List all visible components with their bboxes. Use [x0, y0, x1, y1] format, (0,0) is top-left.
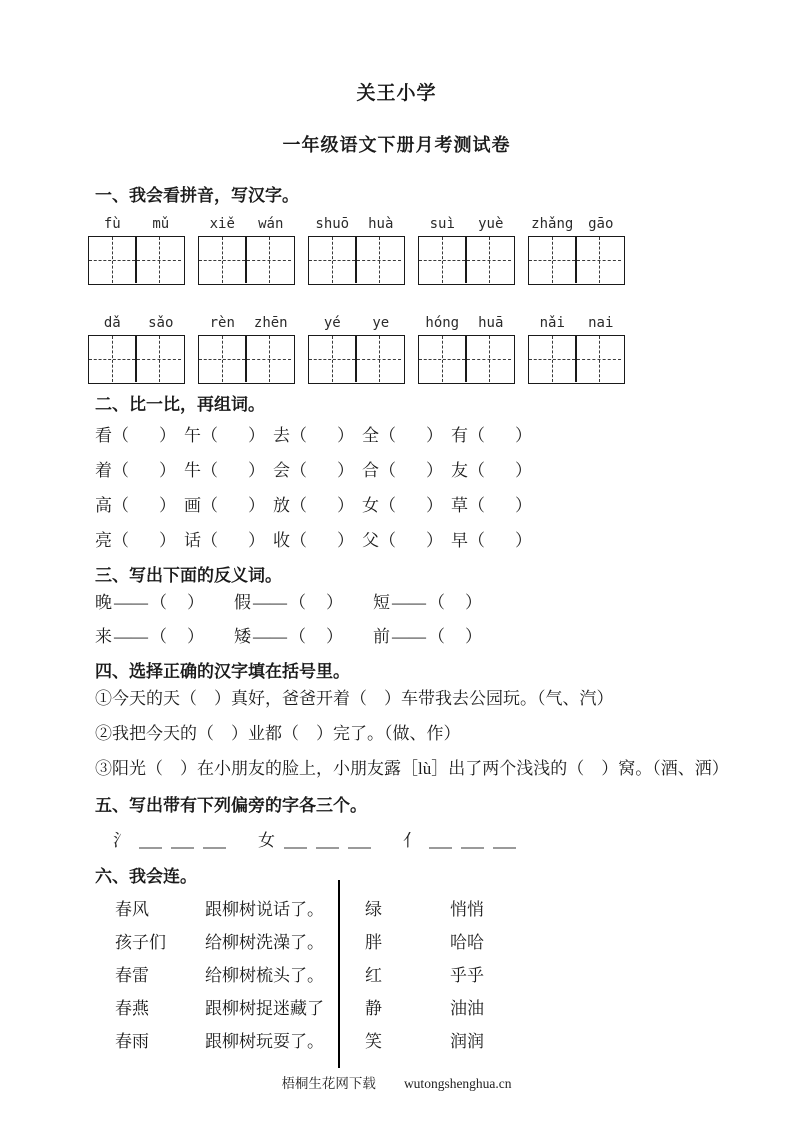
writing-grid-cell[interactable] — [135, 237, 181, 283]
writing-grid-cell[interactable] — [309, 336, 355, 382]
word-pair-item — [362, 421, 443, 446]
pinyin-syllable: suì — [429, 216, 455, 232]
writing-grid-pair — [198, 335, 295, 384]
close-paren: ） — [426, 461, 443, 480]
section6-heading: 六、我会连。 — [95, 867, 197, 886]
antonym-row — [95, 622, 793, 647]
pinyin-box-group — [308, 315, 405, 384]
close-paren: ） — [326, 593, 343, 612]
close-paren: ） — [326, 627, 343, 646]
answer-blank[interactable] — [307, 440, 337, 441]
close-paren: ） — [515, 426, 532, 445]
matching-row — [365, 990, 484, 1023]
radical-answer-blank[interactable] — [203, 846, 226, 849]
radical-group — [113, 830, 226, 852]
pinyin-labels — [418, 216, 515, 236]
answer-blank[interactable] — [167, 607, 187, 608]
close-paren: ） — [426, 531, 443, 550]
given-character: 收 — [273, 531, 290, 550]
close-paren: ） — [159, 461, 176, 480]
match-suffix[interactable]: 乎乎 — [450, 966, 484, 985]
pinyin-box-group — [88, 216, 185, 285]
matching-row — [365, 924, 484, 957]
pinyin-labels — [198, 216, 295, 236]
answer-blank[interactable] — [396, 545, 426, 546]
matching-divider-line — [338, 880, 340, 1068]
writing-grid-cell[interactable] — [575, 336, 621, 382]
radical-answer-blank[interactable] — [316, 846, 339, 849]
given-character: 前 — [373, 627, 390, 646]
pinyin-syllable: dǎ — [103, 315, 121, 331]
answer-blank[interactable] — [396, 440, 426, 441]
pinyin-box-group — [528, 216, 625, 285]
open-paren: （ — [468, 461, 485, 480]
writing-grid-cell[interactable] — [199, 237, 245, 283]
page-footer — [0, 1072, 793, 1092]
given-character: 着 — [95, 461, 112, 480]
pinyin-box-group — [198, 315, 295, 384]
open-paren: （ — [201, 461, 218, 480]
writing-grid-cell[interactable] — [419, 336, 465, 382]
writing-grid-cell[interactable] — [309, 237, 355, 283]
given-character: 话 — [184, 531, 201, 550]
writing-grid-cell[interactable] — [89, 336, 135, 382]
section3-heading: 三、写出下面的反义词。 — [95, 566, 282, 585]
match-suffix[interactable]: 悄悄 — [450, 900, 484, 919]
writing-grid-cell[interactable] — [245, 336, 291, 382]
match-phrase[interactable]: 跟柳树说话了。 — [205, 900, 324, 919]
matching-row — [115, 1023, 338, 1056]
close-paren: ） — [337, 461, 354, 480]
word-pair-item — [273, 526, 354, 551]
writing-grid-cell[interactable] — [355, 336, 401, 382]
dash: —— — [114, 593, 148, 612]
matching-row — [365, 1023, 484, 1056]
pinyin-syllable: fù — [103, 216, 121, 232]
given-character: 午 — [184, 426, 201, 445]
matching-row — [115, 924, 338, 957]
radical-row — [113, 828, 793, 852]
word-pair-item — [184, 456, 265, 481]
pinyin-syllable: gāo — [588, 216, 614, 232]
word-pair-item — [95, 456, 176, 481]
given-character: 早 — [451, 531, 468, 550]
close-paren: ） — [159, 531, 176, 550]
given-character: 矮 — [234, 627, 251, 646]
section5-heading: 五、写出带有下列偏旁的字各三个。 — [95, 796, 367, 815]
close-paren: ） — [426, 496, 443, 515]
given-character: 女 — [362, 496, 379, 515]
answer-blank[interactable] — [129, 440, 159, 441]
matching-row — [115, 891, 338, 924]
close-paren: ） — [159, 496, 176, 515]
close-paren: ） — [337, 426, 354, 445]
match-character[interactable]: 红 — [365, 966, 382, 985]
given-character: 父 — [362, 531, 379, 550]
answer-blank[interactable] — [218, 510, 248, 511]
match-character[interactable]: 笑 — [365, 1032, 382, 1051]
open-paren: （ — [112, 531, 129, 550]
footer-site-name: 梧桐生花网下载 — [281, 1076, 376, 1091]
answer-blank[interactable] — [485, 475, 515, 476]
word-pair-item — [95, 491, 176, 516]
pinyin-box-group — [198, 216, 295, 285]
given-character: 去 — [273, 426, 290, 445]
pinyin-labels — [308, 315, 405, 335]
sentence-item: ③阳光（ ）在小朋友的脸上，小朋友露［lù］出了两个浅浅的（ ）窝。（酒、洒） — [95, 759, 729, 778]
match-subject[interactable]: 孩子们 — [115, 933, 166, 952]
given-character: 会 — [273, 461, 290, 480]
school-name: 关王小学 — [356, 83, 437, 104]
pinyin-row-1 — [88, 216, 793, 285]
pinyin-syllable: nai — [588, 315, 614, 331]
match-subject[interactable]: 春雨 — [115, 1032, 149, 1051]
pinyin-syllable: zhēn — [253, 315, 288, 331]
writing-grid-cell[interactable] — [245, 237, 291, 283]
pinyin-syllable: hóng — [425, 315, 460, 331]
paper-title: 一年级语文下册月考测试卷 — [282, 135, 511, 155]
pinyin-syllable: wán — [258, 216, 284, 232]
writing-grid-pair — [308, 335, 405, 384]
given-character: 合 — [362, 461, 379, 480]
open-paren: （ — [379, 496, 396, 515]
matching-row — [365, 891, 484, 924]
word-pair-row — [95, 491, 793, 516]
word-pair-item — [95, 421, 176, 446]
pinyin-syllable: shuō — [315, 216, 350, 232]
writing-grid-pair — [88, 335, 185, 384]
answer-blank[interactable] — [445, 641, 465, 642]
pinyin-syllable: xiě — [209, 216, 235, 232]
writing-grid-cell[interactable] — [419, 237, 465, 283]
word-pair-item — [362, 491, 443, 516]
pinyin-labels — [198, 315, 295, 335]
matching-left-block — [115, 891, 338, 1056]
pinyin-syllable: yé — [323, 315, 341, 331]
open-paren: （ — [289, 593, 306, 612]
dash: —— — [253, 593, 287, 612]
close-paren: ） — [515, 531, 532, 550]
answer-blank[interactable] — [129, 545, 159, 546]
match-subject[interactable]: 春燕 — [115, 999, 149, 1018]
pinyin-row-2 — [88, 315, 793, 384]
answer-blank[interactable] — [396, 475, 426, 476]
writing-grid-cell[interactable] — [529, 336, 575, 382]
close-paren: ） — [465, 593, 482, 612]
given-character: 画 — [184, 496, 201, 515]
given-character: 全 — [362, 426, 379, 445]
close-paren: ） — [337, 496, 354, 515]
given-character: 友 — [451, 461, 468, 480]
writing-grid-pair — [528, 335, 625, 384]
open-paren: （ — [428, 593, 445, 612]
radical-answer-blank[interactable] — [284, 846, 307, 849]
pinyin-syllable: yuè — [478, 216, 504, 232]
answer-blank[interactable] — [306, 607, 326, 608]
open-paren: （ — [379, 461, 396, 480]
given-character: 短 — [373, 593, 390, 612]
answer-blank[interactable] — [485, 545, 515, 546]
sentence-item: ①今天的天（ ）真好，爸爸开着（ ）车带我去公园玩。（气、汽） — [95, 689, 614, 708]
open-paren: （ — [290, 426, 307, 445]
writing-grid-cell[interactable] — [89, 237, 135, 283]
word-pair-row — [95, 456, 793, 481]
radical-group — [258, 830, 371, 852]
pinyin-labels — [88, 216, 185, 236]
antonym-grid — [95, 588, 793, 647]
given-character: 晚 — [95, 593, 112, 612]
match-phrase[interactable]: 跟柳树捉迷藏了 — [205, 999, 324, 1018]
open-paren: （ — [112, 461, 129, 480]
matching-exercise — [115, 891, 793, 1056]
answer-blank[interactable] — [218, 440, 248, 441]
antonym-row — [95, 588, 793, 613]
open-paren: （ — [428, 627, 445, 646]
open-paren: （ — [112, 496, 129, 515]
answer-blank[interactable] — [307, 545, 337, 546]
sentence-list — [95, 686, 793, 781]
answer-blank[interactable] — [218, 475, 248, 476]
pinyin-labels — [308, 216, 405, 236]
match-subject[interactable]: 春雷 — [115, 966, 149, 985]
pinyin-syllable: rèn — [209, 315, 235, 331]
section1-heading: 一、我会看拼音，写汉字。 — [95, 186, 299, 205]
given-character: 有 — [451, 426, 468, 445]
given-character: 看 — [95, 426, 112, 445]
antonym-item — [95, 622, 204, 647]
match-phrase[interactable]: 给柳树梳头了。 — [205, 966, 324, 985]
word-pair-item — [184, 491, 265, 516]
word-pair-item — [95, 526, 176, 551]
writing-grid-cell[interactable] — [529, 237, 575, 283]
open-paren: （ — [290, 461, 307, 480]
radical-character: 女 — [258, 831, 275, 850]
given-character: 放 — [273, 496, 290, 515]
match-phrase[interactable]: 给柳树洗澡了。 — [205, 933, 324, 952]
radical-answer-blank[interactable] — [461, 846, 484, 849]
pinyin-syllable: zhǎng — [531, 216, 574, 232]
pinyin-syllable: huà — [368, 216, 394, 232]
pinyin-syllable: huā — [478, 315, 504, 331]
open-paren: （ — [290, 531, 307, 550]
word-pair-item — [184, 526, 265, 551]
section2-heading: 二、比一比，再组词。 — [95, 395, 265, 414]
dash: —— — [114, 627, 148, 646]
word-pair-grid — [95, 421, 793, 551]
open-paren: （ — [379, 531, 396, 550]
close-paren: ） — [248, 531, 265, 550]
radical-answer-blank[interactable] — [348, 846, 371, 849]
writing-grid-cell[interactable] — [135, 336, 181, 382]
answer-blank[interactable] — [445, 607, 465, 608]
radical-answer-blank[interactable] — [493, 846, 516, 849]
writing-grid-pair — [198, 236, 295, 285]
open-paren: （ — [201, 531, 218, 550]
match-character[interactable]: 胖 — [365, 933, 382, 952]
antonym-item — [234, 588, 343, 613]
writing-grid-pair — [528, 236, 625, 285]
pinyin-labels — [418, 315, 515, 335]
close-paren: ） — [248, 496, 265, 515]
writing-grid-cell[interactable] — [465, 237, 511, 283]
writing-grid-cell[interactable] — [465, 336, 511, 382]
open-paren: （ — [150, 627, 167, 646]
close-paren: ） — [248, 426, 265, 445]
close-paren: ） — [187, 593, 204, 612]
close-paren: ） — [515, 461, 532, 480]
pinyin-box-group — [308, 216, 405, 285]
word-pair-item — [362, 526, 443, 551]
sentence-item: ②我把今天的（ ）业都（ ）完了。（做、作） — [95, 724, 461, 743]
close-paren: ） — [337, 531, 354, 550]
match-character[interactable]: 静 — [365, 999, 382, 1018]
word-pair-item — [451, 456, 532, 481]
open-paren: （ — [468, 426, 485, 445]
open-paren: （ — [290, 496, 307, 515]
match-subject[interactable]: 春风 — [115, 900, 149, 919]
given-character: 牛 — [184, 461, 201, 480]
close-paren: ） — [465, 627, 482, 646]
match-suffix[interactable]: 油油 — [450, 999, 484, 1018]
writing-grid-cell[interactable] — [355, 237, 401, 283]
word-pair-item — [273, 456, 354, 481]
word-pair-item — [273, 491, 354, 516]
given-character: 高 — [95, 496, 112, 515]
given-character: 草 — [451, 496, 468, 515]
open-paren: （ — [150, 593, 167, 612]
answer-blank[interactable] — [129, 510, 159, 511]
writing-grid-cell[interactable] — [575, 237, 621, 283]
footer-site-url[interactable]: wutongshenghua.cn — [403, 1076, 512, 1091]
match-suffix[interactable]: 哈哈 — [450, 933, 484, 952]
word-pair-item — [362, 456, 443, 481]
word-pair-item — [184, 421, 265, 446]
writing-grid-pair — [418, 335, 515, 384]
close-paren: ） — [515, 496, 532, 515]
given-character: 亮 — [95, 531, 112, 550]
matching-row — [115, 957, 338, 990]
open-paren: （ — [468, 531, 485, 550]
answer-blank[interactable] — [396, 510, 426, 511]
answer-blank[interactable] — [307, 510, 337, 511]
open-paren: （ — [468, 496, 485, 515]
radical-character: 氵 — [113, 831, 130, 850]
open-paren: （ — [379, 426, 396, 445]
matching-row — [115, 990, 338, 1023]
antonym-item — [95, 588, 204, 613]
open-paren: （ — [201, 426, 218, 445]
word-pair-item — [451, 491, 532, 516]
given-character: 来 — [95, 627, 112, 646]
writing-grid-cell[interactable] — [199, 336, 245, 382]
close-paren: ） — [426, 426, 443, 445]
pinyin-syllable: sǎo — [148, 315, 174, 331]
open-paren: （ — [112, 426, 129, 445]
close-paren: ） — [248, 461, 265, 480]
writing-grid-pair — [88, 236, 185, 285]
close-paren: ） — [187, 627, 204, 646]
dash: —— — [392, 593, 426, 612]
answer-blank[interactable] — [218, 545, 248, 546]
pinyin-box-group — [418, 315, 515, 384]
open-paren: （ — [289, 627, 306, 646]
pinyin-box-group — [528, 315, 625, 384]
matching-right-block — [338, 891, 484, 1056]
pinyin-syllable: ye — [372, 315, 390, 331]
answer-blank[interactable] — [306, 641, 326, 642]
word-pair-row — [95, 526, 793, 551]
pinyin-labels — [528, 315, 625, 335]
section4-heading: 四、选择正确的汉字填在括号里。 — [95, 662, 350, 681]
answer-blank[interactable] — [485, 440, 515, 441]
match-phrase[interactable]: 跟柳树玩耍了。 — [205, 1032, 324, 1051]
pinyin-box-group — [418, 216, 515, 285]
pinyin-labels — [88, 315, 185, 335]
answer-blank[interactable] — [167, 641, 187, 642]
radical-answer-blank[interactable] — [429, 846, 452, 849]
word-pair-item — [273, 421, 354, 446]
close-paren: ） — [159, 426, 176, 445]
antonym-item — [373, 622, 482, 647]
radical-answer-blank[interactable] — [171, 846, 194, 849]
answer-blank[interactable] — [129, 475, 159, 476]
antonym-item — [234, 622, 343, 647]
word-pair-row — [95, 421, 793, 446]
pinyin-labels — [528, 216, 625, 236]
pinyin-box-group — [88, 315, 185, 384]
open-paren: （ — [201, 496, 218, 515]
answer-blank[interactable] — [485, 510, 515, 511]
word-pair-item — [451, 421, 532, 446]
match-suffix[interactable]: 润润 — [450, 1032, 484, 1051]
matching-row — [365, 957, 484, 990]
radical-character: 亻 — [403, 831, 420, 850]
dash: —— — [253, 627, 287, 646]
pinyin-syllable: mǔ — [152, 216, 170, 232]
match-character[interactable]: 绿 — [365, 900, 382, 919]
given-character: 假 — [234, 593, 251, 612]
dash: —— — [392, 627, 426, 646]
writing-grid-pair — [308, 236, 405, 285]
radical-group — [403, 830, 516, 852]
answer-blank[interactable] — [307, 475, 337, 476]
antonym-item — [373, 588, 482, 613]
word-pair-item — [451, 526, 532, 551]
pinyin-syllable: nǎi — [539, 315, 565, 331]
writing-grid-pair — [418, 236, 515, 285]
radical-answer-blank[interactable] — [139, 846, 162, 849]
